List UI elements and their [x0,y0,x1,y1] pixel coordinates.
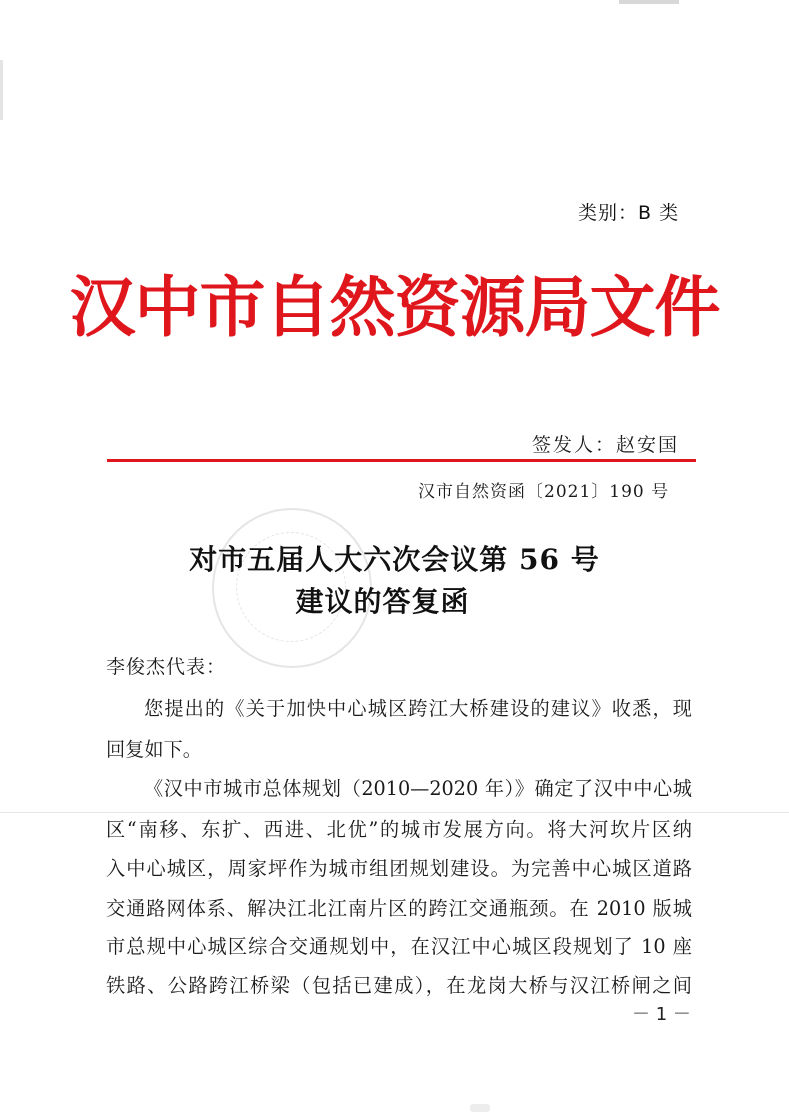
document-title-line-2: 建议的答复函 [295,585,470,618]
scan-fold-line [0,812,789,813]
page-number: － 1 － [632,1004,691,1025]
body-line: 《汉中市城市总体规划（2010—2020 年）》确定了汉中中心城 [144,777,692,800]
body-line: 交通路网体系、解决江北江南片区的跨江交通瓶颈。在 2010 版城 [106,897,692,920]
body-line: 回复如下。 [106,738,202,761]
signer-line: 签发人：赵安国 [532,434,680,456]
body-line: 铁路、公路跨江桥梁（包括已建成），在龙岗大桥与汉江桥闸之间 [106,974,692,997]
body-line: 区“南移、东扩、西进、北优”的城市发展方向。将大河坎片区纳 [106,818,692,841]
body-line: 市总规中心城区综合交通规划中，在汉江中心城区段规划了 10 座 [106,935,692,958]
scan-edge-mark [470,1104,490,1112]
scan-edge-mark [619,0,679,4]
red-separator-rule [107,459,696,462]
classification-label: 类别：B 类 [578,202,680,224]
issuer-heading: 汉中市自然资源局文件 [69,269,720,346]
document-number: 汉市自然资函〔2021〕190 号 [418,482,670,502]
body-line: 您提出的《关于加快中心城区跨江大桥建设的建议》收悉，现 [144,697,692,720]
scan-edge-mark [0,60,3,120]
document-title-line-1: 对市五届人大六次会议第 56 号 [189,543,600,576]
salutation: 李俊杰代表： [106,656,227,678]
body-line: 入中心城区，周家坪作为城市组团规划建设。为完善中心城区道路 [106,857,692,880]
